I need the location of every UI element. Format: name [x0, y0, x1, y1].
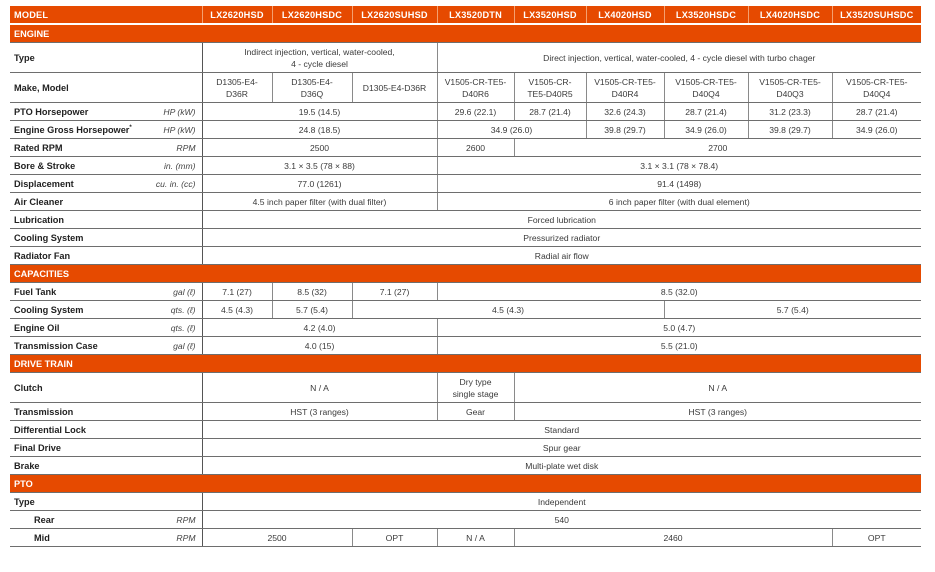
cell-value: Independent	[202, 493, 921, 511]
cell-value: 7.1 (27)	[352, 283, 437, 301]
section-title-drive-train: DRIVE TRAIN	[10, 355, 921, 373]
row-air-cleaner	[10, 193, 921, 211]
cell-value: 34.9 (26.0)	[437, 121, 586, 139]
row-label: Fuel Tank	[10, 283, 138, 301]
row-label: Mid	[10, 529, 138, 547]
cell-value: 39.8 (29.7)	[586, 121, 664, 139]
row-label: Transmission	[10, 403, 202, 421]
row-label: Make, Model	[10, 73, 202, 103]
row-pto-horsepower	[10, 103, 921, 121]
row-unit: RPM	[138, 511, 202, 529]
row-label: Cooling System	[10, 301, 138, 319]
row-unit: in. (mm)	[138, 157, 202, 175]
cell-value: 19.5 (14.5)	[202, 103, 437, 121]
cell-value: OPT	[832, 529, 921, 547]
row-label: Clutch	[10, 373, 202, 403]
row-label: Rear	[10, 511, 138, 529]
cell-value: N / A	[202, 373, 437, 403]
cell-lx2620-engine-type: Indirect injection, vertical, water-cooled, 4 - cycle diesel	[202, 43, 437, 73]
row-label: Cooling System	[10, 229, 202, 247]
cell-value: 8.5 (32)	[272, 283, 352, 301]
cell-make-model: D1305-E4-D36R	[352, 73, 437, 103]
cell-value: 4.5 (4.3)	[352, 301, 664, 319]
row-label: Engine Gross Horsepower*	[10, 121, 138, 139]
row-clutch	[10, 373, 921, 403]
cell-value: HST (3 ranges)	[514, 403, 921, 421]
row-differential-lock	[10, 421, 921, 439]
cell-make-model: D1305-E4- D36R	[202, 73, 272, 103]
row-unit: cu. in. (cc)	[138, 175, 202, 193]
cell-value: 77.0 (1261)	[202, 175, 437, 193]
row-label: Bore & Stroke	[10, 157, 138, 175]
row-bore-stroke	[10, 157, 921, 175]
section-title-pto: PTO	[10, 475, 921, 493]
cell-value: 3.1 × 3.5 (78 × 88)	[202, 157, 437, 175]
cell-value: 2500	[202, 529, 352, 547]
model-header-row	[10, 6, 921, 24]
cell-value: N / A	[514, 373, 921, 403]
section-pto	[10, 475, 921, 493]
row-make-model	[10, 73, 921, 103]
cell-value: 24.8 (18.5)	[202, 121, 437, 139]
cell-value: 5.7 (5.4)	[272, 301, 352, 319]
cell-value: 5.7 (5.4)	[664, 301, 921, 319]
row-engine-oil	[10, 319, 921, 337]
cell-value: 6 inch paper filter (with dual element)	[437, 193, 921, 211]
cell-value: Pressurized radiator	[202, 229, 921, 247]
model-lx4020hsd: LX4020HSD	[586, 6, 664, 24]
cell-make-model: V1505-CR-TE5- D40R6	[437, 73, 514, 103]
model-lx3520hsd: LX3520HSD	[514, 6, 586, 24]
cell-value: 2700	[514, 139, 921, 157]
cell-value: 34.9 (26.0)	[832, 121, 921, 139]
cell-value: 32.6 (24.3)	[586, 103, 664, 121]
row-engine-type	[10, 43, 921, 73]
row-lubrication	[10, 211, 921, 229]
model-lx4020hsdc: LX4020HSDC	[748, 6, 832, 24]
cell-value: Gear	[437, 403, 514, 421]
row-brake	[10, 457, 921, 475]
cell-value: 2500	[202, 139, 437, 157]
model-lx2620hsdc: LX2620HSDC	[272, 6, 352, 24]
cell-value: 540	[202, 511, 921, 529]
cell-value: 91.4 (1498)	[437, 175, 921, 193]
row-label: Lubrication	[10, 211, 202, 229]
section-drive-train	[10, 355, 921, 373]
cell-make-model: V1505-CR-TE5- D40Q3	[748, 73, 832, 103]
row-label: Air Cleaner	[10, 193, 202, 211]
section-title-capacities: CAPACITIES	[10, 265, 921, 283]
row-unit: RPM	[138, 139, 202, 157]
row-label: Type	[10, 43, 202, 73]
cell-value: 7.1 (27)	[202, 283, 272, 301]
row-capacity-cooling-system	[10, 301, 921, 319]
row-pto-type	[10, 493, 921, 511]
cell-value: Spur gear	[202, 439, 921, 457]
cell-value: 4.0 (15)	[202, 337, 437, 355]
model-lx3520hsdc: LX3520HSDC	[664, 6, 748, 24]
row-transmission	[10, 403, 921, 421]
footnote-marker: *	[129, 125, 132, 132]
row-label: Radiator Fan	[10, 247, 202, 265]
model-lx3520suhsdc: LX3520SUHSDC	[832, 6, 921, 24]
cell-value: 2600	[437, 139, 514, 157]
cell-value: 29.6 (22.1)	[437, 103, 514, 121]
row-label: Differential Lock	[10, 421, 202, 439]
model-header-label: MODEL	[10, 6, 202, 24]
cell-value: 2460	[514, 529, 832, 547]
cell-value: 5.5 (21.0)	[437, 337, 921, 355]
model-lx2620hsd: LX2620HSD	[202, 6, 272, 24]
cell-value: HST (3 ranges)	[202, 403, 437, 421]
row-label: PTO Horsepower	[10, 103, 138, 121]
cell-value: Forced lubrication	[202, 211, 921, 229]
row-pto-mid	[10, 529, 921, 547]
cell-value: 3.1 × 3.1 (78 × 78.4)	[437, 157, 921, 175]
section-title-engine: ENGINE	[10, 24, 921, 43]
row-label: Type	[10, 493, 202, 511]
row-label: Rated RPM	[10, 139, 138, 157]
row-engine-gross-horsepower	[10, 121, 921, 139]
row-label: Engine Oil	[10, 319, 138, 337]
row-unit: gal (ℓ)	[138, 283, 202, 301]
row-label: Transmission Case	[10, 337, 138, 355]
section-capacities	[10, 265, 921, 283]
cell-make-model: V1505-CR-TE5- D40R4	[586, 73, 664, 103]
row-unit: qts. (ℓ)	[138, 319, 202, 337]
row-unit: HP (kW)	[138, 121, 202, 139]
row-label: Final Drive	[10, 439, 202, 457]
cell-value: 31.2 (23.3)	[748, 103, 832, 121]
row-unit: RPM	[138, 529, 202, 547]
cell-make-model: D1305-E4- D36Q	[272, 73, 352, 103]
model-lx3520dtn: LX3520DTN	[437, 6, 514, 24]
cell-value: 4.5 (4.3)	[202, 301, 272, 319]
row-displacement	[10, 175, 921, 193]
cell-value: N / A	[437, 529, 514, 547]
row-unit: gal (ℓ)	[138, 337, 202, 355]
cell-lx3520-engine-type: Direct injection, vertical, water-cooled, 4 - cycle diesel with turbo chager	[437, 43, 921, 73]
cell-value: 4.5 inch paper filter (with dual filter)	[202, 193, 437, 211]
row-rated-rpm	[10, 139, 921, 157]
cell-value: Multi-plate wet disk	[202, 457, 921, 475]
row-final-drive	[10, 439, 921, 457]
row-cooling-system	[10, 229, 921, 247]
row-transmission-case	[10, 337, 921, 355]
row-fuel-tank	[10, 283, 921, 301]
cell-value: 34.9 (26.0)	[664, 121, 748, 139]
cell-value: 4.2 (4.0)	[202, 319, 437, 337]
cell-value: 39.8 (29.7)	[748, 121, 832, 139]
cell-make-model: V1505-CR-TE5- D40Q4	[664, 73, 748, 103]
row-label: Displacement	[10, 175, 138, 193]
row-radiator-fan	[10, 247, 921, 265]
row-unit: HP (kW)	[138, 103, 202, 121]
section-engine	[10, 24, 921, 43]
cell-value: 5.0 (4.7)	[437, 319, 921, 337]
cell-value: 28.7 (21.4)	[664, 103, 748, 121]
cell-value: 28.7 (21.4)	[832, 103, 921, 121]
row-pto-rear	[10, 511, 921, 529]
row-label: Brake	[10, 457, 202, 475]
model-lx2620suhsd: LX2620SUHSD	[352, 6, 437, 24]
cell-value: Dry type single stage	[437, 373, 514, 403]
cell-value: 8.5 (32.0)	[437, 283, 921, 301]
row-unit: qts. (ℓ)	[138, 301, 202, 319]
cell-make-model: V1505-CR- TE5-D40R5	[514, 73, 586, 103]
cell-value: Standard	[202, 421, 921, 439]
cell-value: 28.7 (21.4)	[514, 103, 586, 121]
spec-table	[10, 6, 921, 547]
cell-value: Radial air flow	[202, 247, 921, 265]
cell-value: OPT	[352, 529, 437, 547]
cell-make-model: V1505-CR-TE5- D40Q4	[832, 73, 921, 103]
